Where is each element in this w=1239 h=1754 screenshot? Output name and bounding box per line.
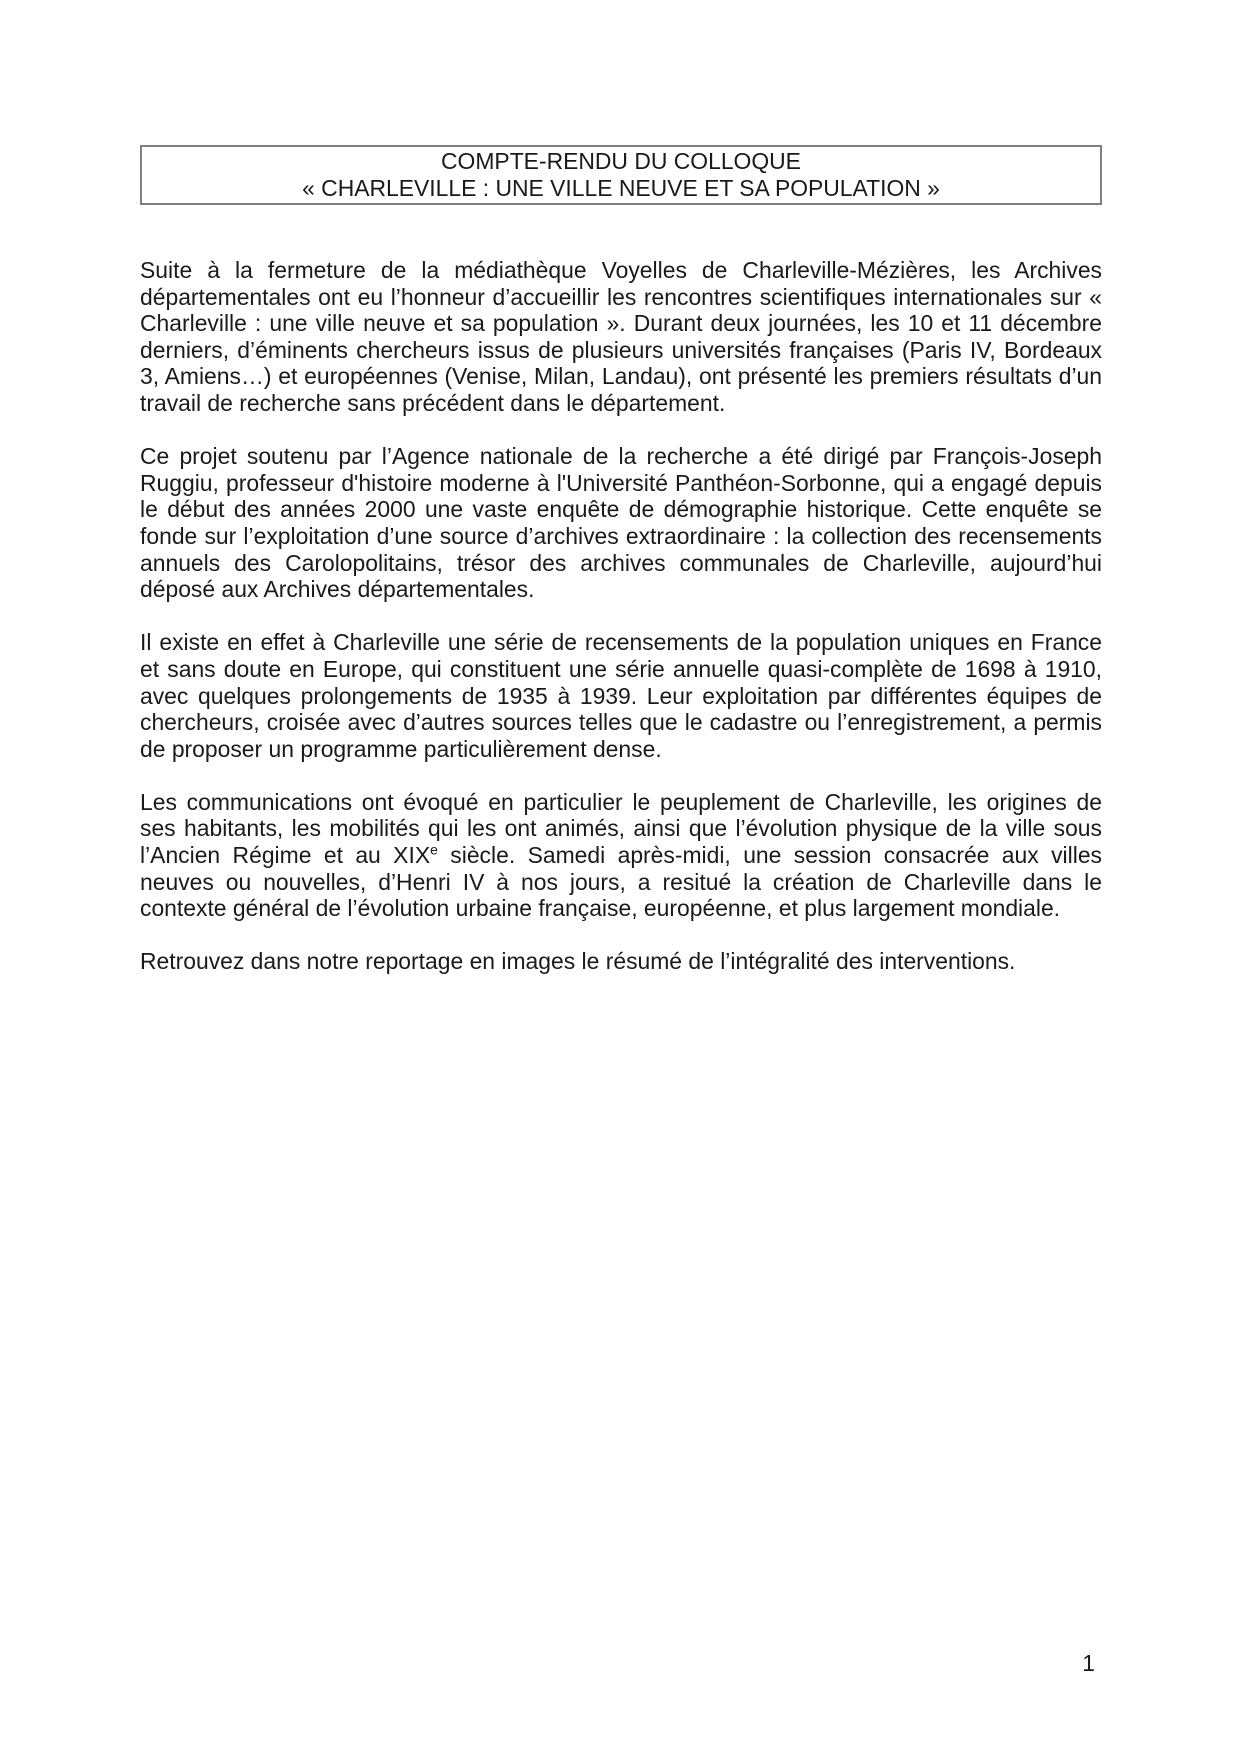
- title-line-1: COMPTE-RENDU DU COLLOQUE: [441, 148, 801, 174]
- paragraph-project: Ce projet soutenu par l’Agence nationale de la recherche a été dirigé par François-Joseph Ruggiu, professeur d'histoire moderne à l'Université Panthéon-Sorbonne, qui a engagé depuis le début des années 2000 une vaste enquête de démographie historique. Cette enquête se fonde sur l’exploitation d’une source d’archives extraordinaire : la collection des recensements annuels des Carolopolitains, trésor des archives communales de Charleville, aujourd’hui déposé aux Archives départementales.: [140, 443, 1102, 603]
- paragraph-census-series: Il existe en effet à Charleville une série de recensements de la population uniques en France et sans doute en Europe, qui constituent une série annuelle quasi-complète de 1698 à 1910, avec quelques prolongements de 1935 à 1939. Leur exploitation par différentes équipes de chercheurs, croisée avec d’autres sources telles que le cadastre ou l’enregistrement, a permis de proposer un programme particulièrement dense.: [140, 629, 1102, 762]
- paragraph-intro: Suite à la fermeture de la médiathèque Voyelles de Charleville-Mézières, les Archives départementales ont eu l’honneur d’accueillir les rencontres scientifiques internationales sur « Charleville : une ville neuve et sa population ». Durant deux journées, les 10 et 11 décembre derniers, d’éminents chercheurs issus de plusieurs universités françaises (Paris IV, Bordeaux 3, Amiens…) et européennes (Venise, Milan, Landau), ont présenté les premiers résultats d’un travail de recherche sans précédent dans le département.: [140, 257, 1102, 416]
- page-number: 1: [1082, 1650, 1095, 1676]
- paragraph-communications-text: Les communications ont évoqué en particulier le peuplement de Charleville, les origines de ses habitants, les mobilités qui les ont animés, ainsi que l’évolution physique de la ville sous l’Ancien Régime et au XIX: [140, 788, 1102, 869]
- title-box: [140, 145, 1102, 205]
- century-ordinal-superscript: e: [430, 841, 438, 858]
- title-line-2: « CHARLEVILLE : UNE VILLE NEUVE ET SA POPULATION »: [302, 174, 940, 201]
- paragraph-communications: [140, 789, 1102, 922]
- paragraph-communications-text-continued: siècle. Samedi après-midi, une session consacrée aux villes neuves ou nouvelles, d’Henri IV à nos jours, a resitué la création de Charleville dans le contexte général de l’évolution urbaine française, européenne, et plus largement mondiale.: [140, 842, 1102, 922]
- paragraph-closing: Retrouvez dans notre reportage en images le résumé de l’intégralité des interventions.: [140, 948, 1016, 975]
- document-content: [140, 145, 1102, 975]
